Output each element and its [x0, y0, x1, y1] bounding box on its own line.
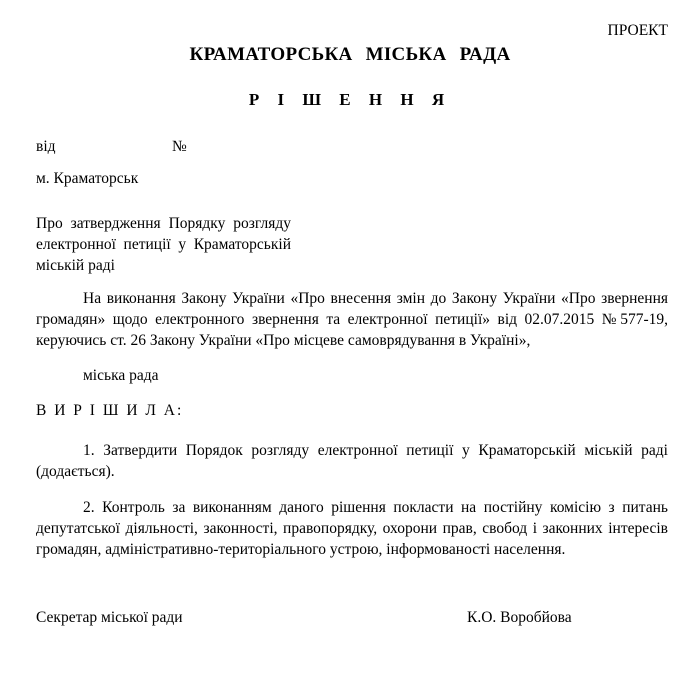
decision-item-1: 1. Затвердити Порядок розгляду електронної петиції у Краматорській міській раді (додається). [36, 442, 668, 480]
signature-name: К.О. Воробйова [467, 609, 572, 626]
decision-item-2: 2. Контроль за виконанням даного рішення покласти на постійну комісію з питань депутатської діяльності, законності, правопорядку, охорони прав, свобод і законних інтересів громадян, адміністративно-територіального устрою, інформованості населення. [36, 499, 668, 558]
draft-label: ПРОЕКТ [607, 22, 668, 39]
number-label: № [172, 138, 187, 155]
decision-subject: Про затвердження Порядку розгляду електронної петиції у Краматорській міській раді [36, 215, 291, 274]
city-line: м. Краматорськ [36, 170, 139, 187]
signature-title: Секретар міської ради [36, 609, 183, 626]
document-type: Р І Ш Е Н Н Я [248, 90, 452, 109]
resolved-label: В И Р І Ш И Л А: [36, 402, 184, 419]
date-label: від [36, 138, 56, 155]
council-word: міська рада [83, 367, 159, 384]
preamble-paragraph: На виконання Закону України «Про внесення змін до Закону України «Про звернення громадян» щодо електронного звернення та електронної петиції» від 02.07.2015 №577-19, керуючись ст. 26 Закону України «Про місцеве самоврядування в Україні», [36, 290, 668, 349]
council-title: КРАМАТОРСЬКА МІСЬКА РАДА [189, 44, 511, 65]
